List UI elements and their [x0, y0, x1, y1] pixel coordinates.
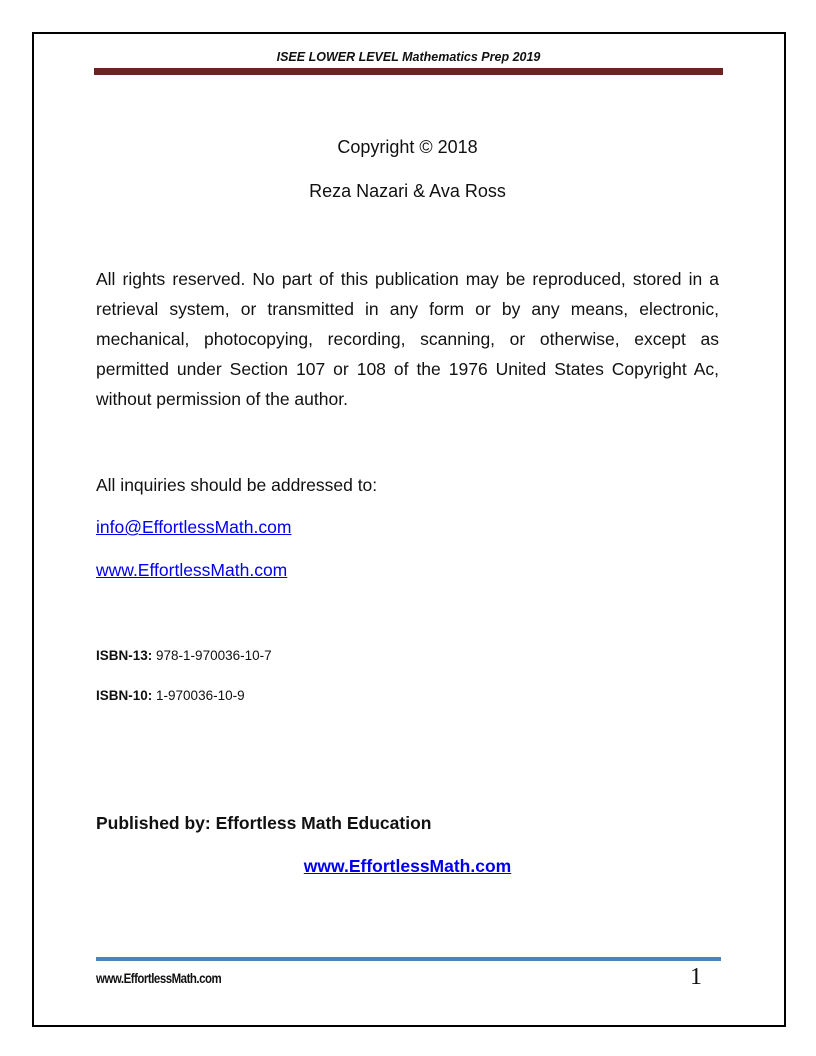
- isbn10-value: 1-970036-10-9: [156, 688, 245, 703]
- isbn13-line: [96, 648, 272, 663]
- publisher-link[interactable]: www.EffortlessMath.com: [303, 856, 512, 876]
- page-number: 1: [690, 964, 702, 990]
- website-link[interactable]: www.EffortlessMath.com: [96, 560, 288, 580]
- copyright-line: Copyright © 2018: [337, 137, 478, 157]
- publisher-line: Published by: Effortless Math Education: [96, 813, 432, 833]
- isbn10-line: [96, 688, 245, 703]
- isbn13-label: ISBN-13:: [96, 648, 153, 663]
- email-link[interactable]: info@EffortlessMath.com: [96, 517, 292, 537]
- authors-line: Reza Nazari & Ava Ross: [309, 181, 506, 201]
- isbn10-label: ISBN-10:: [96, 688, 153, 703]
- isbn13-value: 978-1-970036-10-7: [156, 648, 272, 663]
- footer-site: www.EffortlessMath.com: [96, 970, 222, 986]
- publisher-link-wrap: [96, 856, 719, 877]
- running-header: ISEE LOWER LEVEL Mathematics Prep 2019: [276, 50, 541, 64]
- rights-paragraph: All rights reserved. No part of this publication may be reproduced, stored in a retrieval system, or transmitted in any form or by any means, electronic, mechanical, photocopying, recording, scanning, or otherwise, except as permitted under Section 107 or 108 of the 1976 United States Copyright Ac, without permission of the author.: [96, 269, 719, 409]
- footer-rule: [96, 957, 721, 961]
- header-rule: [94, 68, 723, 75]
- inquiries-text: All inquiries should be addressed to:: [96, 475, 378, 495]
